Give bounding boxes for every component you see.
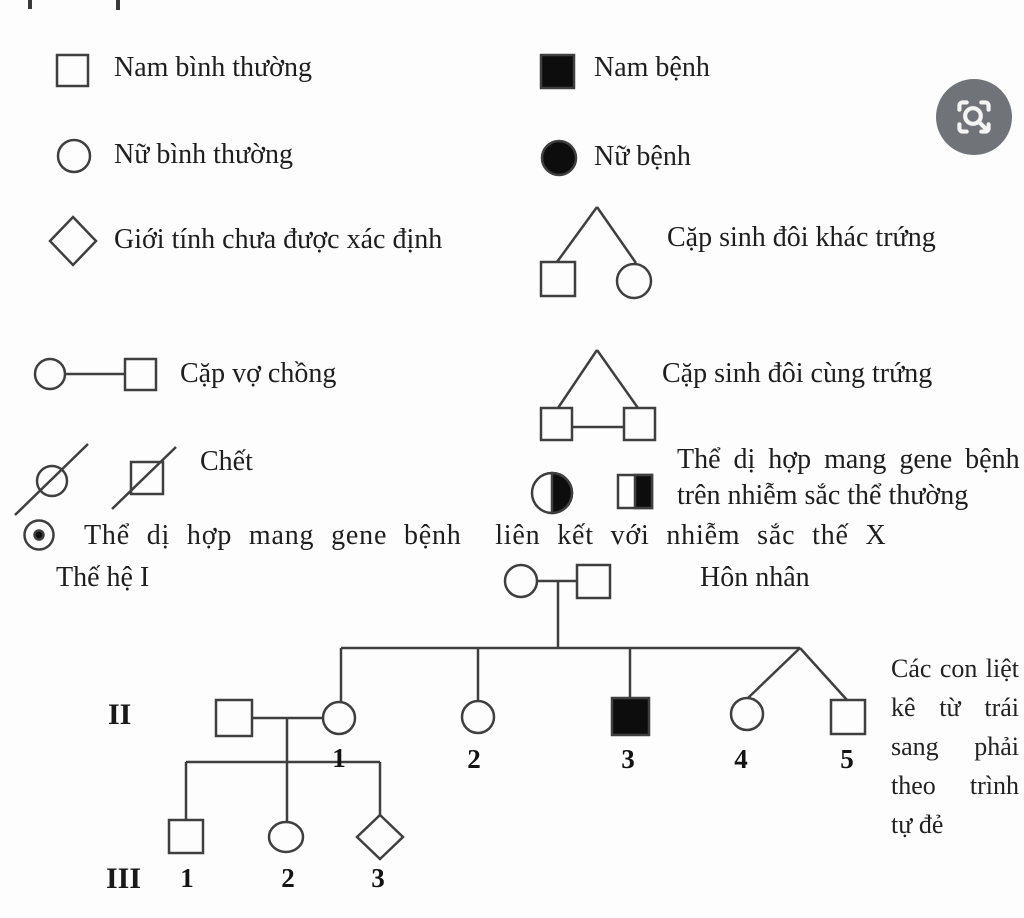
legend-couple-label: Cặp vợ chồng — [180, 358, 337, 389]
gen2-individual-3-affected — [612, 698, 649, 735]
legend-affected-male-label: Nam bệnh — [594, 52, 710, 83]
gen2-individual-5 — [831, 700, 865, 734]
image-search-icon — [949, 92, 999, 142]
legend-fraternal-twins-label: Cặp sinh đôi khác trứng — [667, 222, 936, 253]
x-linked-carrier-symbol — [25, 521, 54, 550]
fraternal-twins-symbol — [541, 207, 651, 298]
gen2-number-1: 1 — [332, 743, 346, 773]
legend-autosomal-carrier-line2: trên nhiễm sắc thể thường — [677, 480, 969, 511]
gen3-individual-3 — [357, 815, 403, 859]
normal-male-symbol — [57, 55, 88, 86]
gen2-individual-4 — [731, 698, 763, 730]
legend-x-linked-carrier-label: Thể dị hợp mang gene bệnh liên kết với nhiễm sắc thế X — [84, 520, 887, 551]
legend-normal-male-label: Nam bình thường — [114, 52, 312, 83]
normal-female-symbol — [58, 140, 90, 172]
legend-unknown-sex-label: Giới tính chưa được xác định — [114, 224, 443, 255]
legend-deceased-label: Chết — [200, 446, 253, 477]
affected-male-symbol — [541, 55, 574, 88]
gen2-number-2: 2 — [467, 744, 481, 774]
image-search-button[interactable] — [936, 79, 1012, 155]
legend-normal-female-label: Nữ bình thường — [114, 139, 293, 170]
gen3-number-3: 3 — [371, 863, 385, 893]
gen3-individual-1 — [169, 820, 203, 853]
marriage-label: Hôn nhân — [700, 562, 810, 593]
generation-iii-label: III — [106, 862, 142, 895]
legend-autosomal-carrier-line1: Thể dị hợp mang gene bệnh — [677, 444, 1020, 475]
gen2-sibship-lines — [341, 648, 847, 702]
autosomal-carrier-symbols — [532, 473, 652, 513]
gen2-number-4: 4 — [734, 744, 748, 774]
gen2-number-5: 5 — [840, 744, 854, 774]
gen2-number-3: 3 — [621, 744, 635, 774]
affected-female-symbol — [542, 141, 576, 175]
deceased-symbol — [15, 444, 176, 515]
generation-i-label: Thế hệ I — [56, 562, 150, 593]
birth-order-note: Các con liệt kê từ trái sang phải theo trình tự đẻ — [891, 654, 1019, 839]
gen2-spouse-male — [216, 700, 252, 736]
identical-twins-symbol — [541, 350, 655, 440]
couple-symbol — [35, 359, 156, 390]
gen1-couple — [505, 565, 610, 648]
gen3-individual-2 — [269, 822, 303, 852]
legend-identical-twins-label: Cặp sinh đôi cùng trứng — [662, 358, 933, 389]
gen2-individual-2 — [462, 701, 494, 733]
gen2-individual-1 — [323, 702, 355, 734]
legend-affected-female-label: Nữ bệnh — [594, 141, 691, 172]
unknown-sex-symbol — [50, 217, 96, 265]
generation-ii-label: II — [108, 698, 132, 731]
gen3-number-2: 2 — [281, 863, 295, 893]
gen3-number-1: 1 — [180, 863, 194, 893]
gen3-symbols — [169, 815, 403, 859]
gen2-symbols — [216, 698, 865, 736]
